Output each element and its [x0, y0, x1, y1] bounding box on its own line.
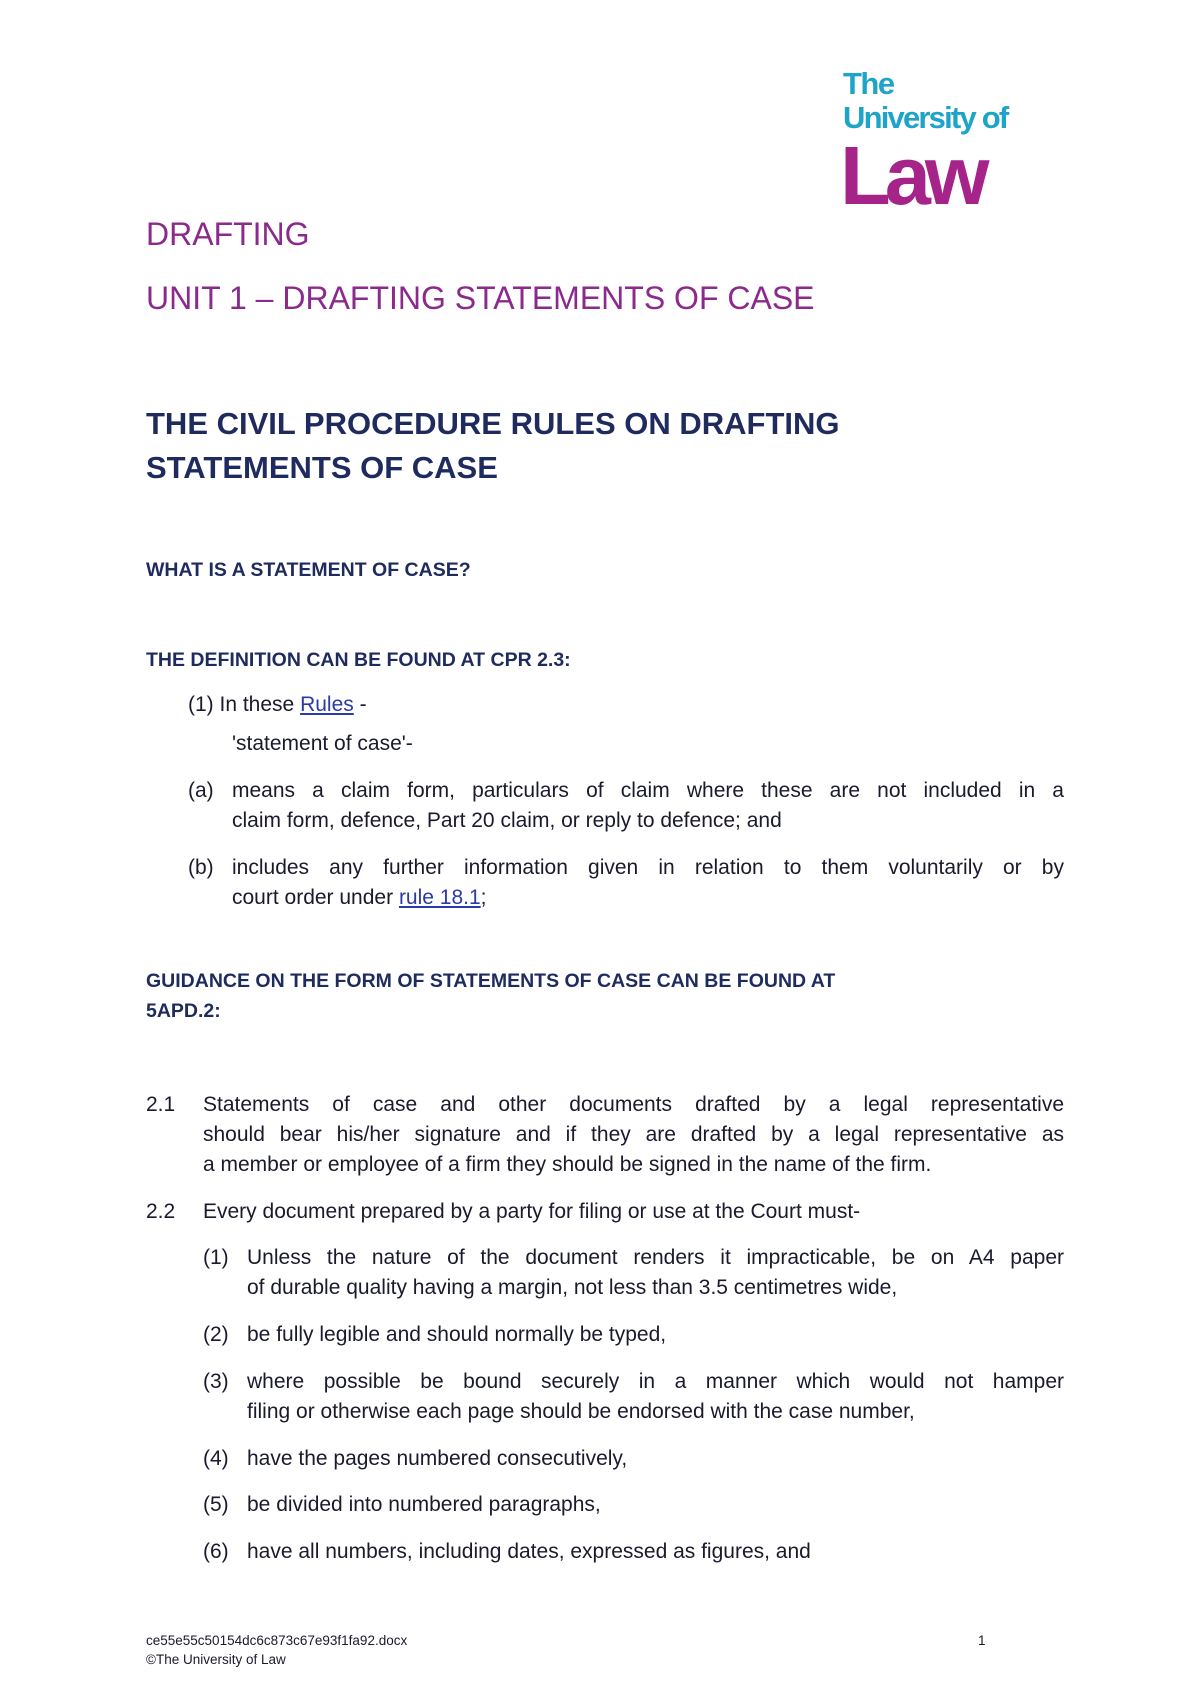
guidance-item-6-label: (6)	[203, 1540, 229, 1563]
rules-link[interactable]: Rules	[300, 693, 354, 716]
definition-heading: THE DEFINITION CAN BE FOUND AT CPR 2.3:	[146, 649, 571, 671]
unit-title: UNIT 1 – DRAFTING STATEMENTS OF CASE	[146, 280, 815, 316]
guidance-item-5-line1: be divided into numbered paragraphs,	[247, 1493, 601, 1516]
guidance-item-6-line1: have all numbers, including dates, expressed as figures, and	[247, 1540, 811, 1563]
definition-item-a-line2: claim form, defence, Part 20 claim, or reply to defence; and	[232, 809, 782, 832]
course-title: DRAFTING	[146, 216, 310, 252]
footer-filename: ce55e55c50154dc6c873c67e93f1fa92.docx	[146, 1633, 408, 1648]
definition-item-b-label: (b)	[188, 856, 214, 879]
guidance-item-2-line1: be fully legible and should normally be typed,	[247, 1323, 667, 1346]
definition-item-a-label: (a)	[188, 779, 214, 802]
guidance-item-4-line1: have the pages numbered consecutively,	[247, 1447, 628, 1470]
paragraph-2-2-number: 2.2	[146, 1200, 176, 1223]
definition-intro	[188, 690, 367, 720]
paragraph-2-1-line2: should bear his/her signature and if they are drafted by a legal representative as	[203, 1123, 1064, 1146]
definition-intro-suffix: -	[353, 693, 367, 716]
guidance-item-3-line2: filing or otherwise each page should be endorsed with the case number,	[247, 1400, 915, 1423]
definition-item-b-line1: includes any further information given in relation to them voluntarily or by	[232, 856, 1064, 879]
rule-18-1-link[interactable]: rule 18.1	[398, 886, 481, 909]
paragraph-2-1-line3: a member or employee of a firm they should be signed in the name of the firm.	[203, 1153, 932, 1176]
guidance-heading-line1: GUIDANCE ON THE FORM OF STATEMENTS OF CASE CAN BE FOUND AT	[146, 970, 836, 992]
guidance-item-4-label: (4)	[203, 1447, 229, 1470]
definition-term: 'statement of case'-	[232, 732, 413, 755]
definition-item-b-line2	[232, 883, 487, 913]
definition-intro-prefix: (1) In these	[188, 693, 301, 716]
definition-item-a-line1: means a claim form, particulars of claim where these are not included in a	[232, 779, 1064, 802]
guidance-item-2-label: (2)	[203, 1323, 229, 1346]
guidance-item-5-label: (5)	[203, 1493, 229, 1516]
paragraph-2-2-text: Every document prepared by a party for filing or use at the Court must-	[203, 1200, 861, 1223]
footer-copyright: ©The University of Law	[146, 1652, 286, 1667]
guidance-item-3-label: (3)	[203, 1370, 229, 1393]
main-heading-line2: STATEMENTS OF CASE	[146, 450, 498, 485]
guidance-item-1-label: (1)	[203, 1246, 229, 1269]
what-is-heading: WHAT IS A STATEMENT OF CASE?	[146, 559, 471, 581]
main-heading-line1: THE CIVIL PROCEDURE RULES ON DRAFTING	[146, 406, 840, 441]
guidance-heading-line2: 5APD.2:	[146, 1000, 221, 1022]
guidance-item-3-line1: where possible be bound securely in a manner which would not hamper	[247, 1370, 1064, 1393]
paragraph-2-1-line1: Statements of case and other documents drafted by a legal representative	[203, 1093, 1064, 1116]
logo-line-law: Law	[840, 129, 984, 222]
guidance-item-1-line1: Unless the nature of the document renders it impracticable, be on A4 paper	[247, 1246, 1064, 1269]
guidance-item-1-line2: of durable quality having a margin, not less than 3.5 centimetres wide,	[247, 1276, 898, 1299]
footer-page-number: 1	[978, 1633, 986, 1648]
definition-item-b-line2-suffix: ;	[480, 886, 487, 909]
paragraph-2-1-number: 2.1	[146, 1093, 176, 1116]
definition-item-b-line2-prefix: court order under	[232, 886, 399, 909]
university-logo	[840, 66, 1033, 222]
logo-line-the: The	[843, 66, 894, 101]
logo-line-university: University of	[843, 100, 1008, 135]
